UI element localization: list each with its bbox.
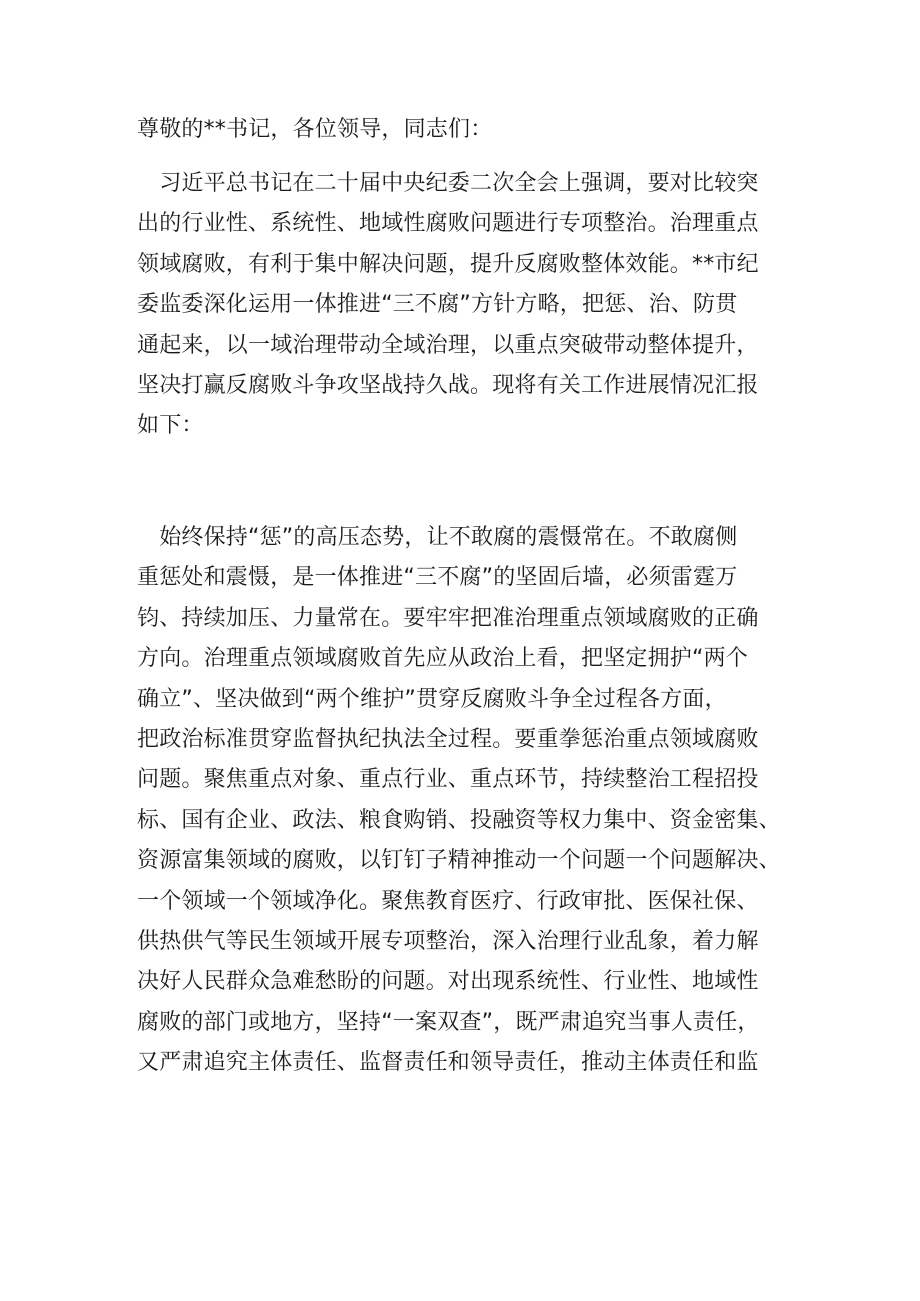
paragraph-line: 决好人民群众急难愁盼的问题。对出现系统性、行业性、地域性 bbox=[137, 969, 759, 995]
paragraph-deterrence bbox=[137, 518, 804, 1083]
paragraph-intro bbox=[137, 164, 804, 447]
paragraph-line: 重惩处和震慑，是一体推进“三不腐”的坚固后墙，必须雷霆万 bbox=[137, 565, 738, 591]
paragraph-line: 把政治标准贯穿监督执纪执法全过程。要重拳惩治重点领域腐败 bbox=[137, 726, 759, 752]
paragraph-line: 出的行业性、系统性、地域性腐败问题进行专项整治。治理重点 bbox=[137, 211, 759, 237]
paragraph-line: 习近平总书记在二十届中央纪委二次全会上强调，要对比较突 bbox=[137, 171, 759, 196]
paragraph-line: 钧、持续加压、力量常在。要牢牢把准治理重点领域腐败的正确 bbox=[137, 605, 759, 631]
paragraph-line: 资源富集领域的腐败，以钉钉子精神推动一个问题一个问题解决、 bbox=[137, 848, 781, 874]
paragraph-line: 通起来，以一域治理带动全域治理，以重点突破带动整体提升， bbox=[137, 332, 759, 358]
salutation bbox=[137, 110, 804, 150]
salutation-line: 尊敬的**书记，各位领导，同志们： bbox=[137, 117, 493, 142]
paragraph-line: 供热供气等民生领域开展专项整治，深入治理行业乱象，着力解 bbox=[137, 928, 759, 954]
paragraph-line: 又严肃追究主体责任、监督责任和领导责任，推动主体责任和监 bbox=[137, 1050, 759, 1076]
paragraph-line: 确立”、坚决做到“两个维护”贯穿反腐败斗争全过程各方面， bbox=[137, 686, 727, 712]
paragraph-line: 领域腐败，有利于集中解决问题，提升反腐败整体效能。**市纪 bbox=[137, 251, 759, 277]
paragraph-line: 问题。聚焦重点对象、重点行业、重点环节，持续整治工程招投 bbox=[137, 767, 759, 793]
paragraph-line: 委监委深化运用一体推进“三不腐”方针方略，把惩、治、防贯 bbox=[137, 292, 738, 318]
paragraph-line: 如下： bbox=[137, 413, 204, 439]
paragraph-line: 坚决打赢反腐败斗争攻坚战持久战。现将有关工作进展情况汇报 bbox=[137, 372, 759, 398]
paragraph-line: 标、国有企业、政法、粮食购销、投融资等权力集中、资金密集、 bbox=[137, 807, 781, 833]
paragraph-line: 腐败的部门或地方，坚持“一案双查”，既严肃追究当事人责任， bbox=[137, 1009, 760, 1035]
paragraph-line: 始终保持“惩”的高压态势，让不敢腐的震慑常在。不敢腐侧 bbox=[137, 525, 738, 550]
paragraph-line: 方向。治理重点领域腐败首先应从政治上看，把坚定拥护“两个 bbox=[137, 646, 748, 672]
paragraph-line: 一个领域一个领域净化。聚焦教育医疗、行政审批、医保社保、 bbox=[137, 888, 759, 914]
